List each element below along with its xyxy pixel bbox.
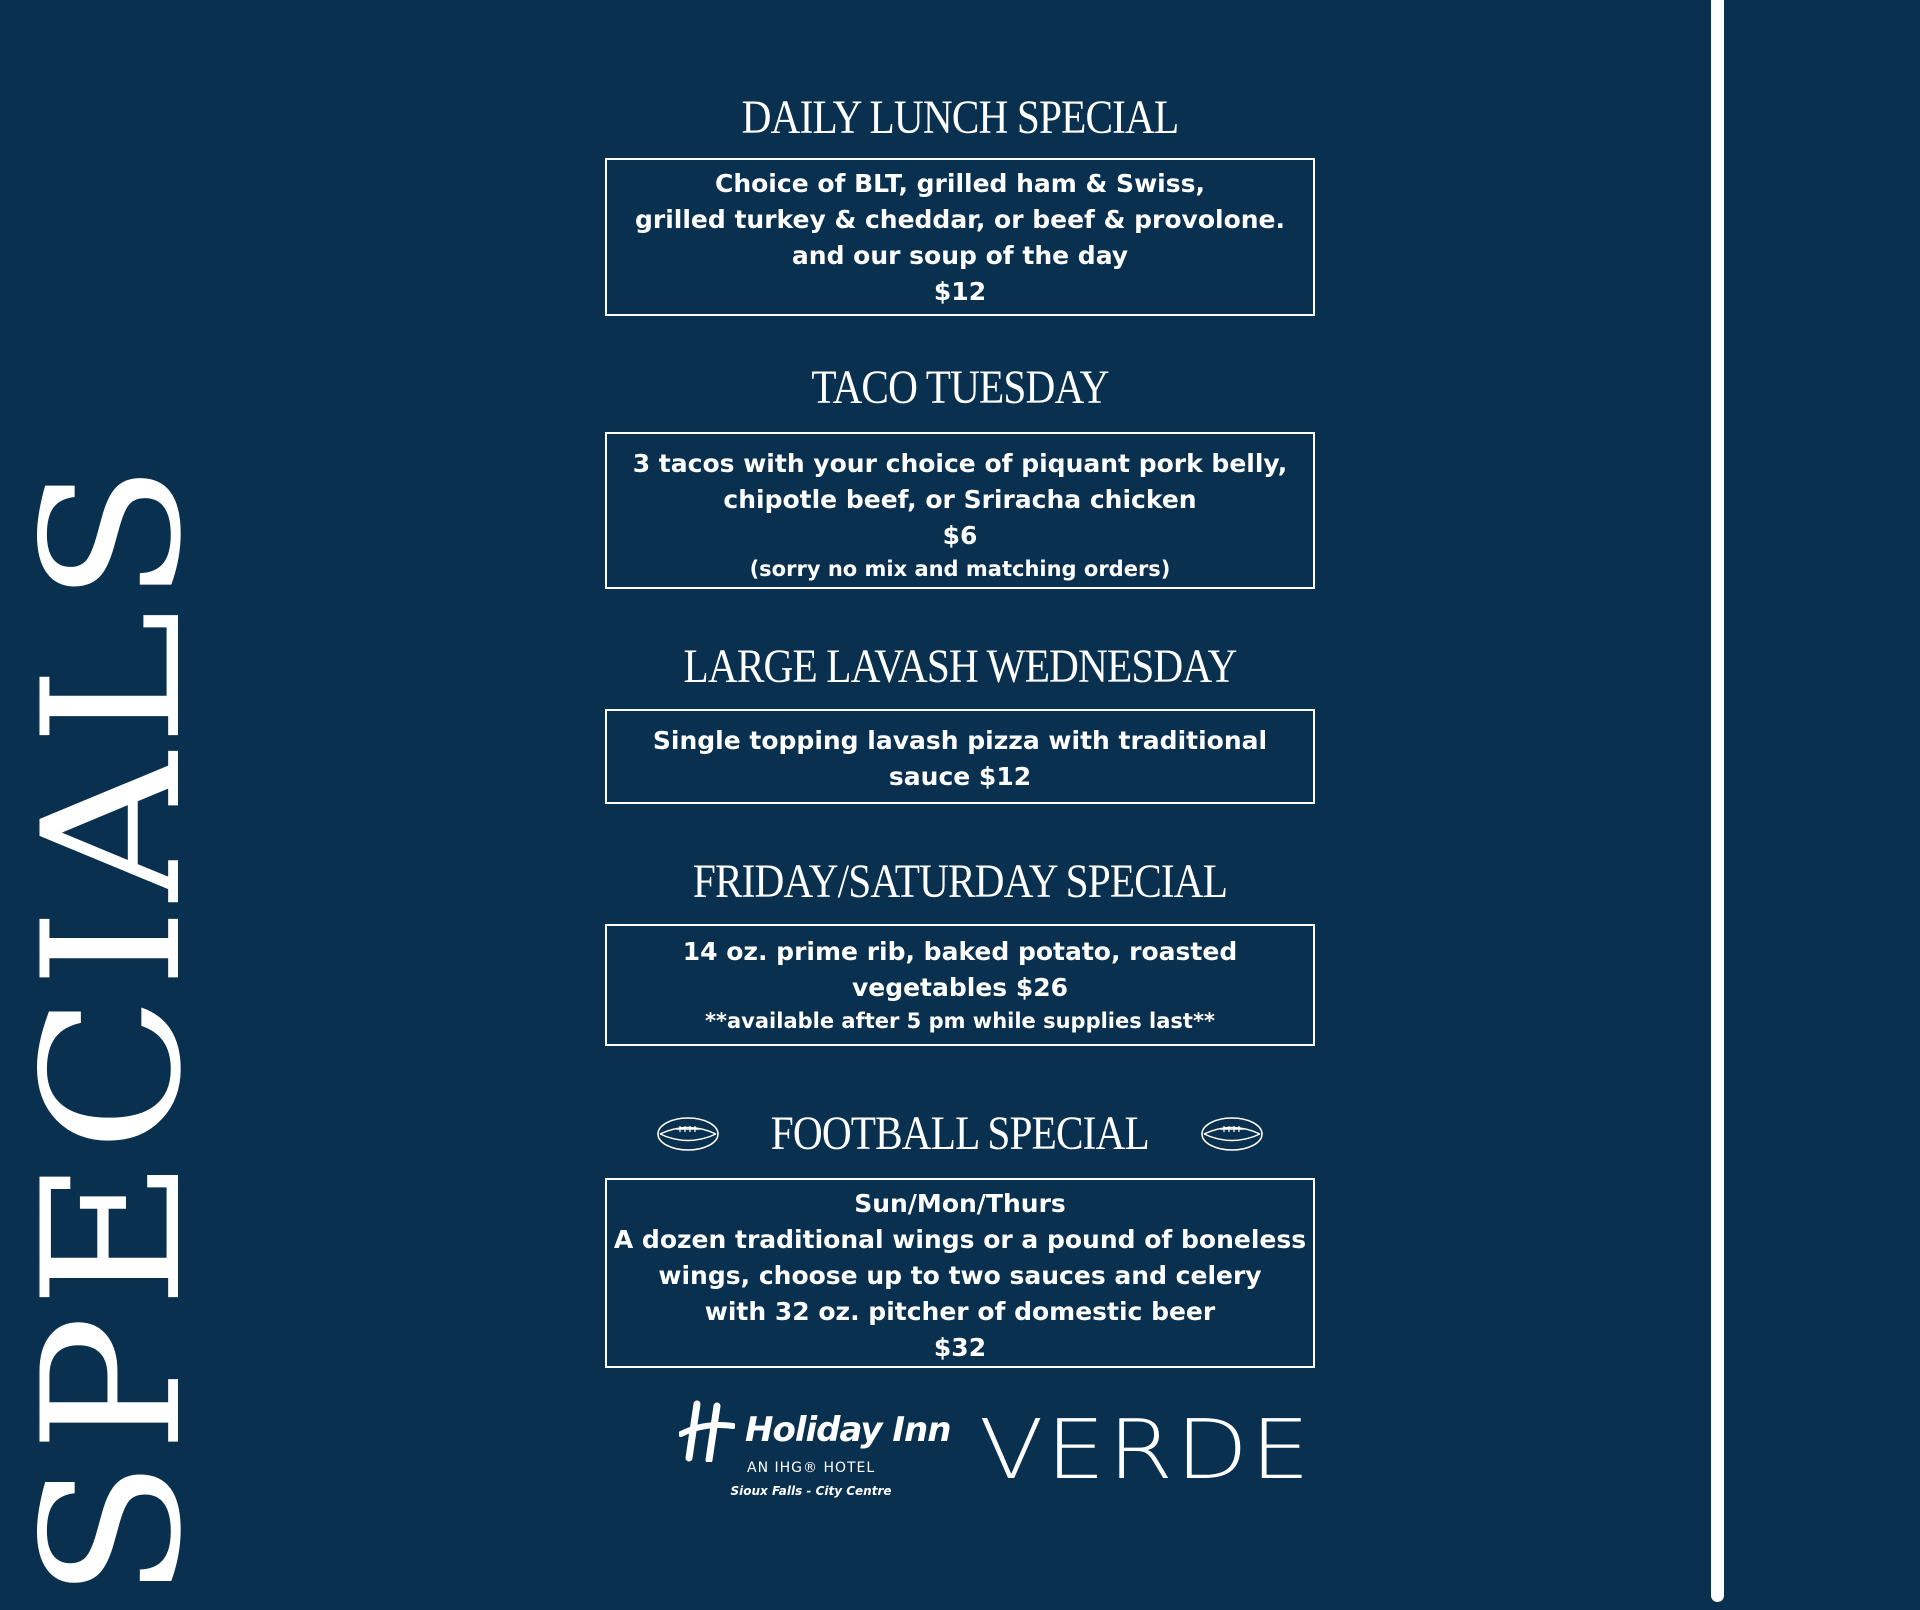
- section-box: [605, 158, 1315, 316]
- section-daily-lunch: [605, 82, 1315, 316]
- description-line: 3 tacos with your choice of piquant pork belly,: [632, 449, 1288, 478]
- holiday-inn-sub: AN IHG® HOTEL: [747, 1460, 876, 1476]
- description-line: sauce $12: [888, 762, 1032, 791]
- description-line: grilled turkey & cheddar, or beef & provolone.: [634, 205, 1286, 234]
- price: $12: [933, 277, 987, 306]
- section-friday-saturday: [605, 846, 1315, 1046]
- description-line: and our soup of the day: [791, 241, 1129, 270]
- note: (sorry no mix and matching orders): [749, 557, 1171, 581]
- footer-logos: [675, 1400, 1313, 1510]
- section-heading: TACO TUESDAY: [811, 361, 1109, 414]
- description-line: wings, choose up to two sauces and celery: [658, 1261, 1262, 1290]
- description-line: vegetables $26: [851, 973, 1069, 1002]
- verde-logo: VERDE: [979, 1403, 1313, 1498]
- section-taco-tuesday: [605, 352, 1315, 589]
- section-football: [605, 1098, 1315, 1368]
- section-heading: LARGE LAVASH WEDNESDAY: [683, 640, 1237, 693]
- description-line: chipotle beef, or Sriracha chicken: [723, 485, 1197, 514]
- specials-vertical-title: SPECIALS: [2, 456, 223, 1601]
- section-heading: FRIDAY/SATURDAY SPECIAL: [692, 855, 1228, 908]
- holiday-inn-location: Sioux Falls - City Centre: [730, 1484, 892, 1498]
- section-lavash-wednesday: [605, 631, 1315, 804]
- days-line: Sun/Mon/Thurs: [854, 1189, 1066, 1218]
- holiday-inn-logo: [675, 1400, 951, 1510]
- right-divider: [1711, 0, 1724, 1602]
- heading-row: [605, 1098, 1315, 1170]
- description-line: 14 oz. prime rib, baked potato, roasted: [682, 937, 1238, 966]
- section-heading: DAILY LUNCH SPECIAL: [741, 91, 1179, 144]
- description-line: Single topping lavash pizza with traditional: [652, 726, 1268, 755]
- note: **available after 5 pm while supplies last**: [705, 1009, 1215, 1033]
- holiday-inn-name: Holiday Inn: [745, 1410, 951, 1450]
- description-line: A dozen traditional wings or a pound of boneless: [613, 1225, 1307, 1254]
- description-line: with 32 oz. pitcher of domestic beer: [704, 1297, 1216, 1326]
- section-box: [605, 1178, 1315, 1368]
- section-box: [605, 709, 1315, 804]
- price: $32: [933, 1333, 987, 1362]
- football-icon: [656, 1115, 720, 1153]
- description-line: Choice of BLT, grilled ham & Swiss,: [714, 169, 1205, 198]
- holiday-inn-h-icon: [679, 1400, 735, 1462]
- section-box: [605, 924, 1315, 1046]
- section-heading: FOOTBALL SPECIAL: [770, 1107, 1150, 1160]
- specials-menu: [605, 82, 1315, 1368]
- football-icon: [1200, 1115, 1264, 1153]
- section-box: [605, 432, 1315, 589]
- price: $6: [942, 521, 978, 550]
